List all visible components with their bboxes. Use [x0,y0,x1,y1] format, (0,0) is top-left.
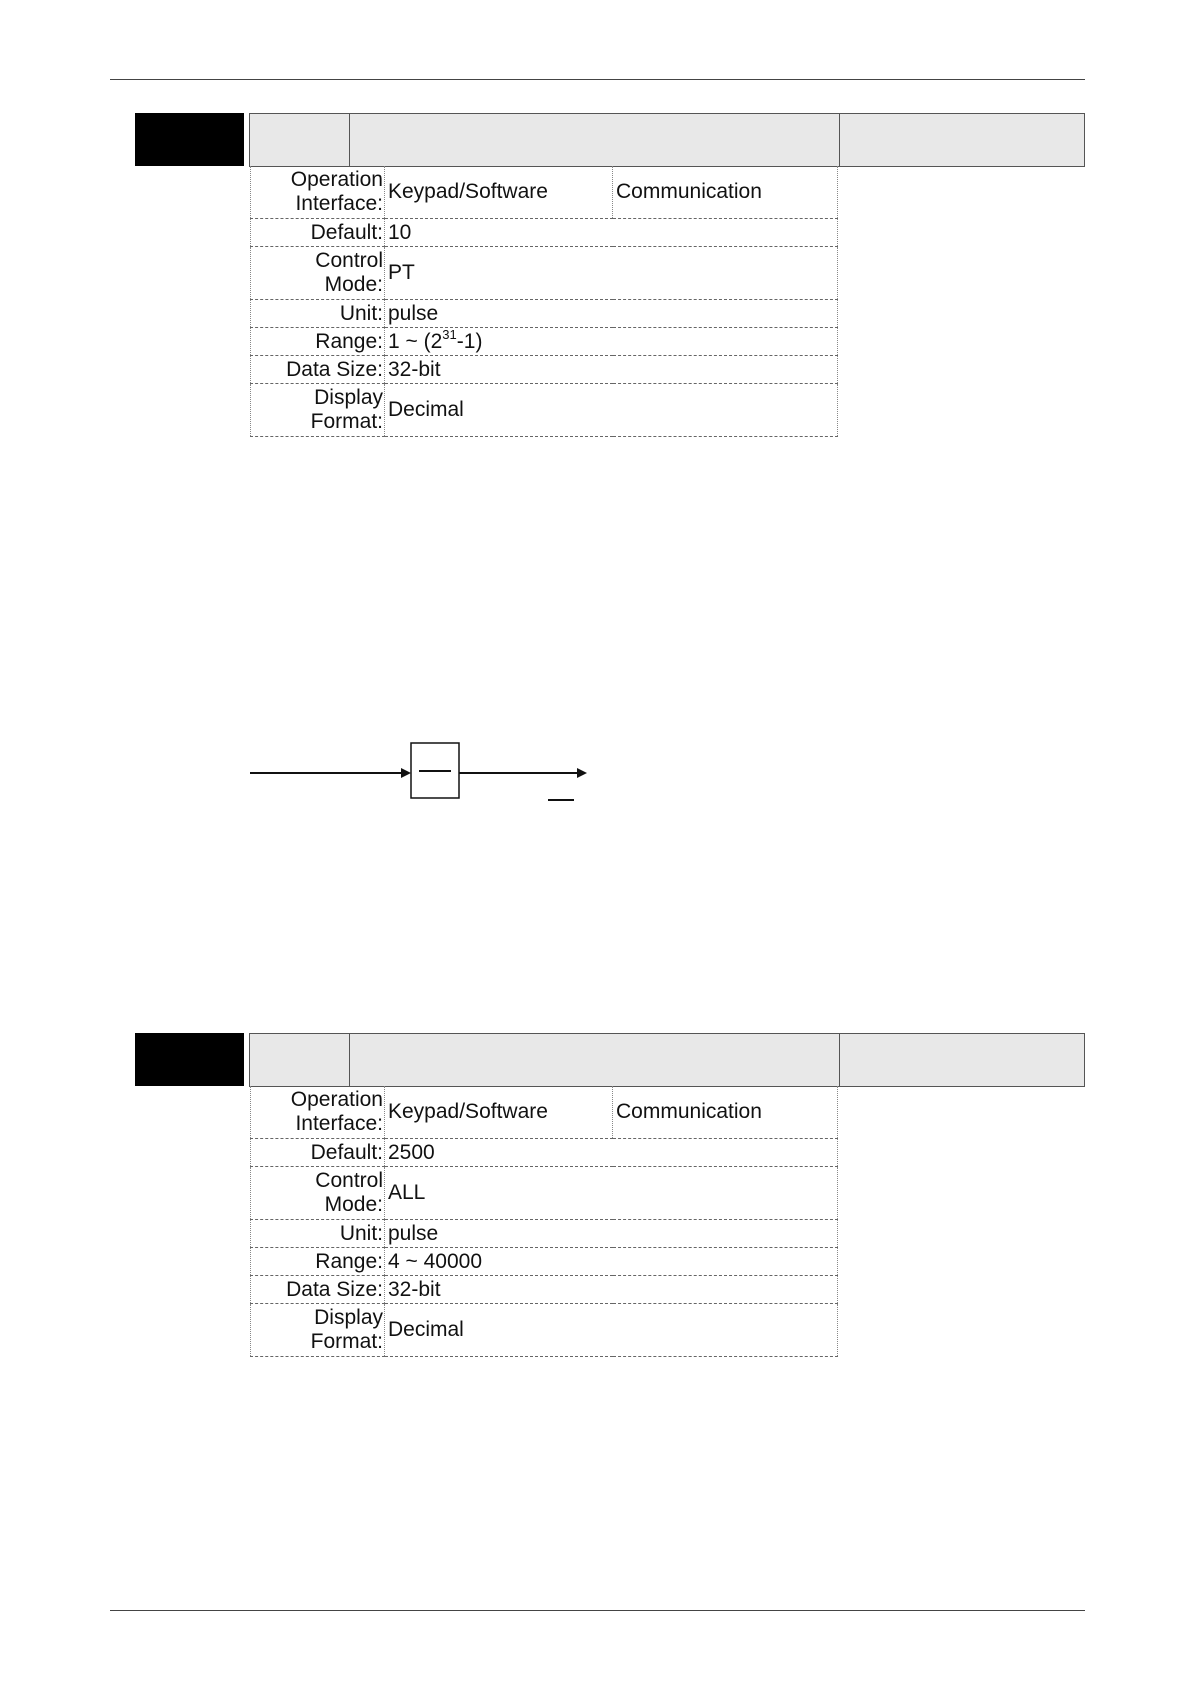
data-size-value: 32-bit [385,1276,838,1304]
parameter-code-box [135,113,244,166]
display-format-label: Display Format: [251,384,385,437]
row-data-size [251,356,838,384]
interface-keypad-software: Keypad/Software [385,1086,613,1139]
range-value [385,328,838,356]
row-display-format [251,384,838,437]
range-label: Range: [251,1248,385,1276]
unit-value: pulse [385,1220,838,1248]
gain-block [411,743,459,798]
display-format-value: Decimal [385,1304,838,1357]
range-value: 4 ~ 40000 [385,1248,838,1276]
data-size-label: Data Size: [251,1276,385,1304]
range-suffix: -1) [456,329,483,353]
display-format-value: Decimal [385,384,838,437]
row-unit [251,300,838,328]
row-default [251,1139,838,1167]
data-size-value: 32-bit [385,356,838,384]
default-value: 10 [385,219,838,247]
row-data-size [251,1276,838,1304]
operation-interface-label: Operation Interface: [251,166,385,219]
default-label: Default: [251,219,385,247]
parameter-code-box [135,1033,244,1086]
parameter-attributes-table [250,1086,838,1357]
control-mode-label: Control Mode: [251,247,385,300]
data-size-label: Data Size: [251,356,385,384]
header-divider [349,114,350,166]
input-arrowhead [401,768,411,778]
interface-communication: Communication [613,166,838,219]
output-arrowhead [577,768,587,778]
unit-label: Unit: [251,300,385,328]
row-default [251,219,838,247]
header-rule [110,79,1085,80]
unit-value: pulse [385,300,838,328]
range-exponent: 31 [442,326,457,342]
header-divider [349,1034,350,1086]
row-range [251,1248,838,1276]
row-control-mode [251,247,838,300]
row-range [251,328,838,356]
row-display-format [251,1304,838,1357]
row-operation-interface [251,1086,838,1139]
interface-keypad-software: Keypad/Software [385,166,613,219]
parameter-attributes-table [250,166,838,437]
header-divider [839,1034,840,1086]
display-format-label: Display Format: [251,1304,385,1357]
control-mode-value: ALL [385,1167,838,1220]
unit-label: Unit: [251,1220,385,1248]
row-unit [251,1220,838,1248]
parameter-header [249,113,1085,167]
row-operation-interface [251,166,838,219]
control-mode-label: Control Mode: [251,1167,385,1220]
interface-communication: Communication [613,1086,838,1139]
range-label: Range: [251,328,385,356]
operation-interface-label: Operation Interface: [251,1086,385,1139]
row-control-mode [251,1167,838,1220]
footer-rule [110,1610,1085,1611]
default-value: 2500 [385,1139,838,1167]
default-label: Default: [251,1139,385,1167]
control-mode-value: PT [385,247,838,300]
parameter-header [249,1033,1085,1087]
range-prefix: 1 ~ (2 [388,329,443,353]
header-divider [839,114,840,166]
